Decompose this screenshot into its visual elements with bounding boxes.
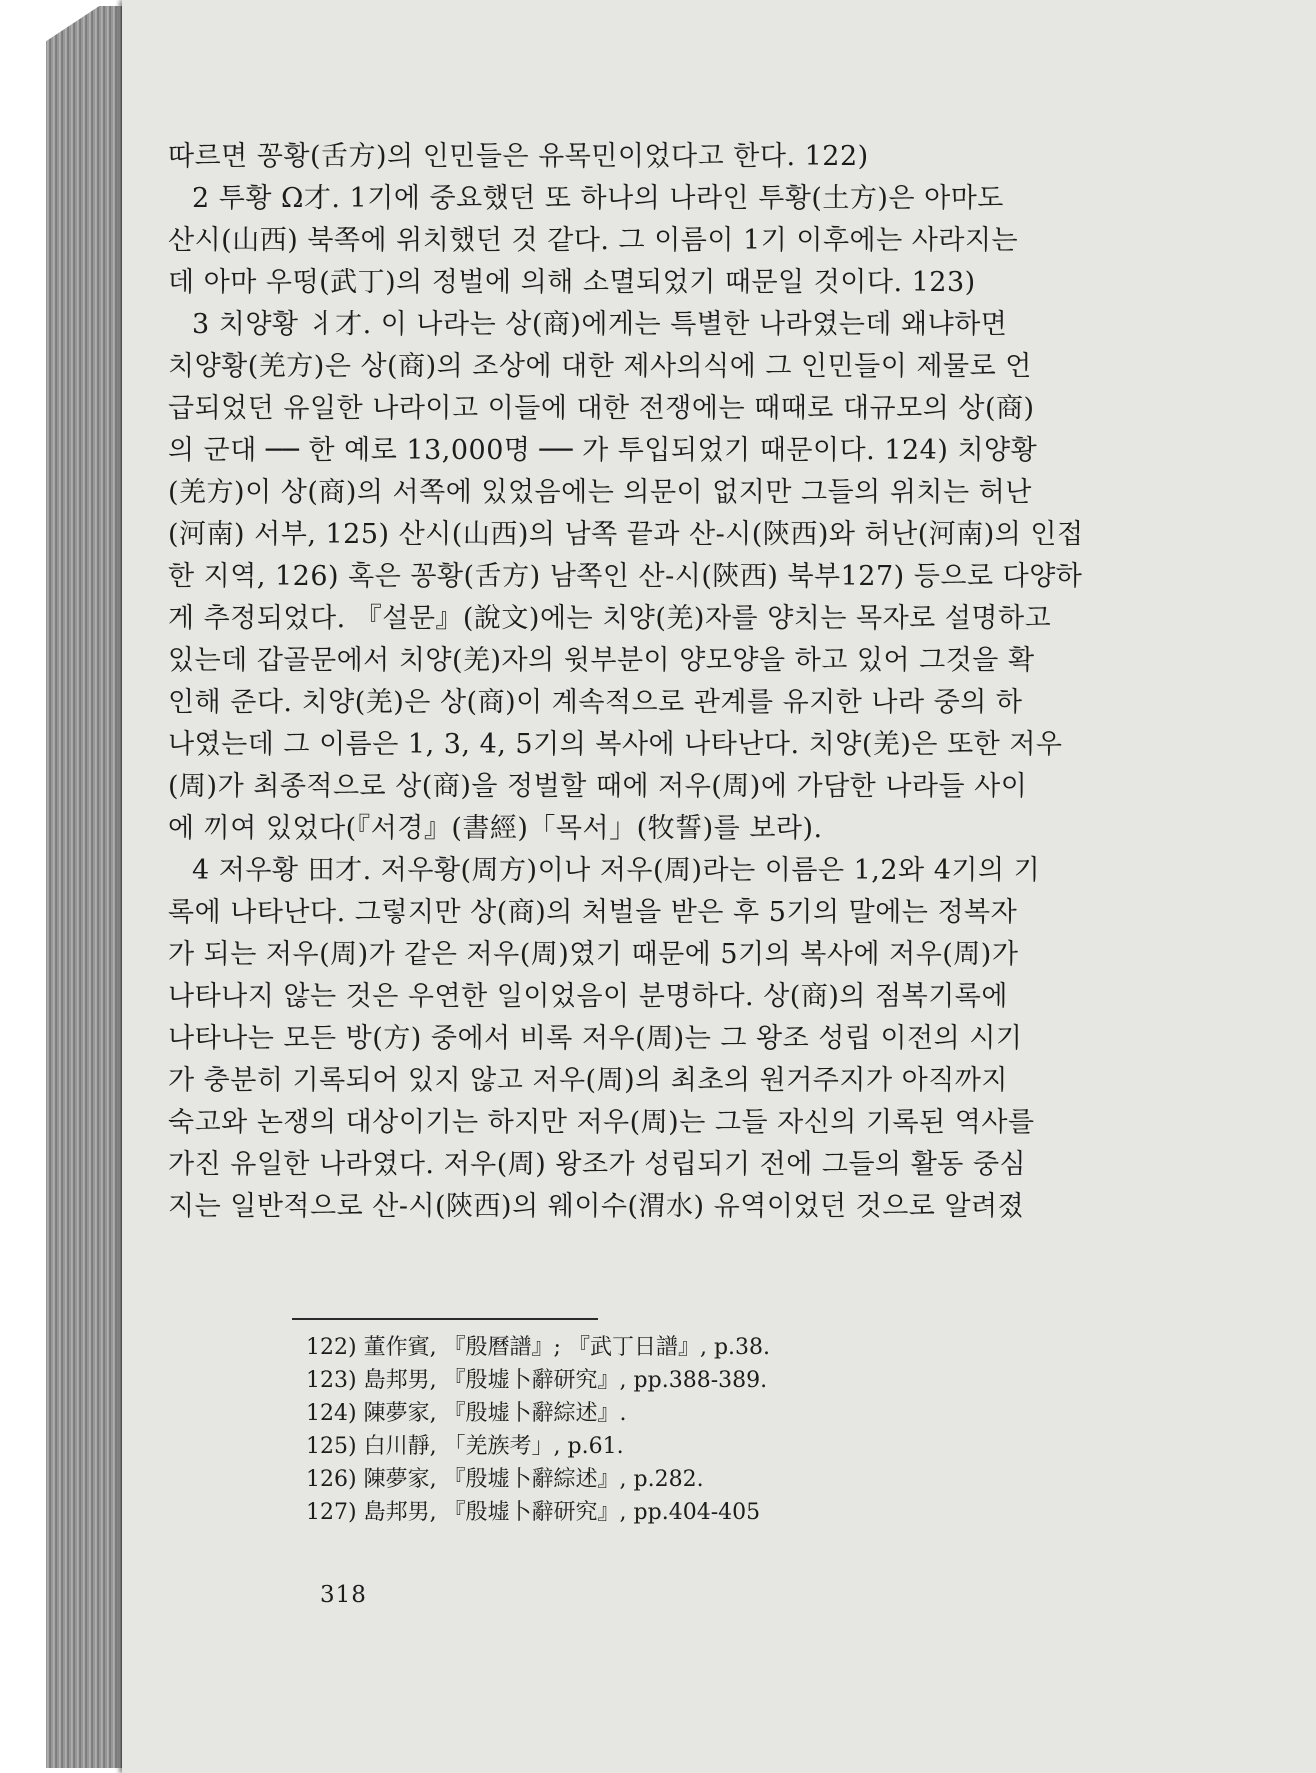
- footnote: 125) 白川靜, 「羌族考」, p.61.: [306, 1434, 624, 1459]
- text-line: 산시(山西) 북쪽에 위치했던 것 같다. 그 이름이 1기 이후에는 사라지는: [168, 225, 1019, 256]
- text-line: 따르면 꽁황(舌方)의 인민들은 유목민이었다고 한다. 122): [168, 141, 869, 172]
- footnote-divider: [292, 1318, 598, 1320]
- text-line: 나타나는 모든 방(方) 중에서 비록 저우(周)는 그 왕조 성립 이전의 시기: [168, 1023, 1023, 1054]
- text-line: 게 추정되었다. 『설문』(說文)에는 치양(羌)자를 양치는 목자로 설명하고: [168, 603, 1052, 634]
- text-line: 지는 일반적으로 산-시(陝西)의 웨이수(渭水) 유역이었던 것으로 알려졌: [168, 1191, 1025, 1222]
- footnotes: [306, 1332, 1106, 1530]
- text-line: 의 군대 ── 한 예로 13,000명 ── 가 투입되었기 때문이다. 124) 치양황: [168, 435, 1038, 466]
- footnote: 122) 董作賓, 『殷曆譜』; 『武丁日譜』, p.38.: [306, 1335, 771, 1360]
- text-line: 치양황(羌方)은 상(商)의 조상에 대한 제사의식에 그 인민들이 제물로 언: [168, 351, 1032, 382]
- text-line: 인해 준다. 치양(羌)은 상(商)이 계속적으로 관계를 유지한 나라 중의 하: [168, 687, 1023, 718]
- text-line: 있는데 갑골문에서 치양(羌)자의 윗부분이 양모양을 하고 있어 그것을 확: [168, 645, 1035, 676]
- text-line: 2 투황 Ω才. 1기에 중요했던 또 하나의 나라인 투황(土方)은 아마도: [192, 183, 1004, 214]
- body-text: [168, 136, 1208, 1228]
- text-line: 가 되는 저우(周)가 같은 저우(周)였기 때문에 5기의 복사에 저우(周)가: [168, 939, 1019, 970]
- text-line: (羌方)이 상(商)의 서쪽에 있었음에는 의문이 없지만 그들의 위치는 허난: [168, 477, 1032, 508]
- text-line: (河南) 서부, 125) 산시(山西)의 남쪽 끝과 산-시(陝西)와 허난(河南)의 인접: [168, 519, 1084, 550]
- text-line: 가 충분히 기록되어 있지 않고 저우(周)의 최초의 원거주지가 아직까지: [168, 1065, 1008, 1096]
- text-line: 나타나지 않는 것은 우연한 일이었음이 분명하다. 상(商)의 점복기록에: [168, 981, 1008, 1012]
- footnote: 124) 陳夢家, 『殷墟卜辭綜述』.: [306, 1401, 627, 1426]
- book-page-edges: [46, 6, 128, 1768]
- text-line: 나였는데 그 이름은 1, 3, 4, 5기의 복사에 나타난다. 치양(羌)은 또한 저우: [168, 729, 1063, 760]
- text-line: 록에 나타난다. 그렇지만 상(商)의 처벌을 받은 후 5기의 말에는 정복자: [168, 897, 1018, 928]
- footnote: 126) 陳夢家, 『殷墟卜辭綜述』, p.282.: [306, 1467, 704, 1492]
- text-line: (周)가 최종적으로 상(商)을 정벌할 때에 저우(周)에 가담한 나라들 사이: [168, 771, 1028, 802]
- text-line: 숙고와 논쟁의 대상이기는 하지만 저우(周)는 그들 자신의 기록된 역사를: [168, 1107, 1035, 1138]
- text-line: 에 끼여 있었다(『서경』(書經)「목서」(牧誓)를 보라).: [168, 813, 823, 844]
- text-line: 가진 유일한 나라였다. 저우(周) 왕조가 성립되기 전에 그들의 활동 중심: [168, 1149, 1027, 1180]
- footnote: 127) 島邦男, 『殷墟卜辭研究』, pp.404-405: [306, 1500, 761, 1525]
- footnote: 123) 島邦男, 『殷墟卜辭研究』, pp.388-389.: [306, 1368, 768, 1393]
- text-line: 4 저우황 田才. 저우황(周方)이나 저우(周)라는 이름은 1,2와 4기의 기: [192, 855, 1041, 886]
- text-line: 데 아마 우떵(武丁)의 정벌에 의해 소멸되었기 때문일 것이다. 123): [168, 267, 976, 298]
- text-line: 급되었던 유일한 나라이고 이들에 대한 전쟁에는 때때로 대규모의 상(商): [168, 393, 1035, 424]
- text-line: 3 치양황 ⺦才. 이 나라는 상(商)에게는 특별한 나라였는데 왜냐하면: [192, 309, 1008, 340]
- text-line: 한 지역, 126) 혹은 꽁황(舌方) 남쪽인 산-시(陝西) 북부127) 등으로 다양하: [168, 561, 1083, 592]
- page-number: 318: [320, 1582, 367, 1608]
